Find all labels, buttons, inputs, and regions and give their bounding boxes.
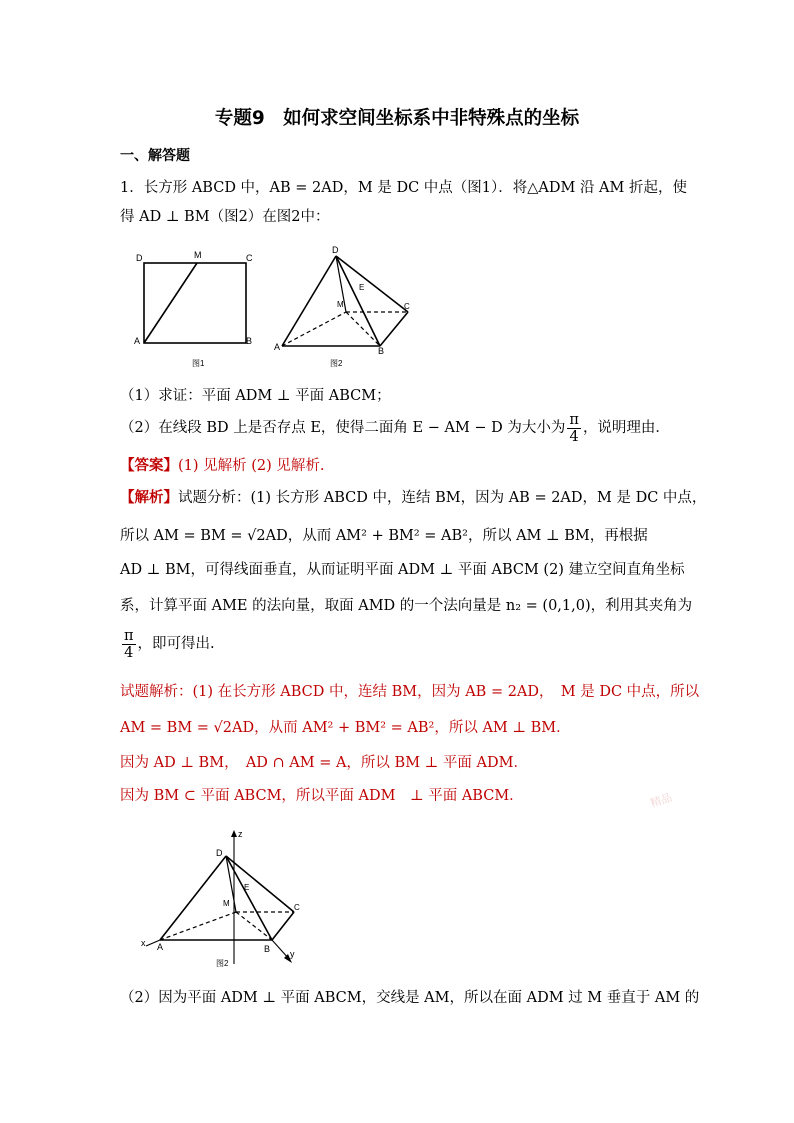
analysis-line-2: 所以 AM = BM = √2AD，从而 AM² + BM² = AB²，所以 AM ⊥ BM，再根据 — [120, 528, 648, 544]
figure-1-rectangle — [130, 242, 270, 372]
solution-line-1: 试题解析：(1) 在长方形 ABCD 中，连结 BM，因为 AB = 2AD， M 是 DC 中点，所以 — [120, 684, 700, 700]
analysis-line-3: AD ⊥ BM，可得线面垂直，从而证明平面 ADM ⊥ 平面 ABCM (2) 建立空间直角坐标 — [120, 562, 685, 578]
solution-line-4: 因为 BM ⊂ 平面 ABCM，所以平面 ADM ⊥ 平面 ABCM． — [120, 788, 524, 804]
figure-3-coordinate-pyramid — [130, 826, 330, 976]
label-x: x — [141, 938, 146, 948]
label-d: D — [136, 253, 143, 263]
rectangle-abcd — [144, 263, 246, 343]
answer-line — [120, 456, 325, 476]
question-1: （1）求证：平面 ADM ⊥ 平面 ABCM； — [120, 388, 391, 404]
analysis-line-1: 【解析】试题分析：(1) 长方形 ABCD 中，连结 BM，因为 AB = 2AD，M 是 DC 中点， — [120, 489, 707, 506]
page-title: 专题9 如何求空间坐标系中非特殊点的坐标 — [214, 108, 580, 129]
label-b: B — [246, 336, 253, 346]
label-d: D — [216, 848, 223, 858]
question-2 — [120, 410, 670, 446]
answer-text: (1) 见解析 (2) 见解析. — [178, 458, 325, 474]
part-2-line: （2）因为平面 ADM ⊥ 平面 ABCM，交线是 AM，所以在面 ADM 过 M 垂直于 AM 的 — [120, 990, 700, 1006]
label-y: y — [290, 949, 295, 959]
analysis-tag: 【解析】 — [120, 489, 178, 506]
label-a: A — [157, 942, 164, 952]
label-c: C — [294, 903, 300, 912]
analysis-line-5: $\frac{\pi}{4}$ ，即可得出. — [124, 627, 215, 661]
question-2-text: （2）在线段 BD 上是否存点 E，使得二面角 E − AM − D 为大小为 — [120, 420, 566, 436]
watermark: 精品 — [648, 790, 674, 811]
fraction-pi-over-4: $\frac{\pi}{4}$ — [124, 627, 134, 661]
section-heading: 一、解答题 — [120, 148, 190, 164]
label-b: B — [378, 346, 385, 356]
label-e: E — [244, 883, 250, 892]
question-2-tail: ，说明理由． — [582, 420, 670, 436]
fraction-pi-over-4: $\frac{\pi}{4}$ — [569, 411, 579, 445]
label-c: C — [246, 253, 253, 263]
label-z: z — [238, 829, 243, 839]
label-c: C — [404, 302, 410, 311]
label-m: M — [223, 899, 230, 908]
figure-1-caption: 图1 — [192, 359, 205, 368]
label-m: M — [337, 300, 344, 309]
problem-line-1: 1．长方形 ABCD 中，AB = 2AD，M 是 DC 中点（图1）．将△ADM 沿 AM 折起，使 — [120, 180, 687, 196]
figure-3-caption: 图2 — [216, 959, 229, 968]
label-a: A — [134, 336, 141, 346]
figure-2-caption: 图2 — [330, 359, 343, 368]
label-d: D — [332, 245, 339, 255]
solution-line-3: 因为 AD ⊥ BM， AD ∩ AM = A，所以 BM ⊥ 平面 ADM． — [120, 755, 528, 771]
analysis-line-4: 系，计算平面 AME 的法向量，取面 AMD 的一个法向量是 n₂ = (0,1,0)，利用其夹角为 — [120, 598, 693, 614]
label-e: E — [359, 283, 365, 292]
figure-2-pyramid — [270, 242, 420, 372]
label-b: B — [264, 944, 271, 954]
problem-line-2: 得 AD ⊥ BM（图2）在图2中： — [120, 209, 330, 225]
solution-line-2: AM = BM = √2AD，从而 AM² + BM² = AB²，所以 AM ⊥ BM． — [120, 720, 571, 736]
segment-am — [144, 263, 197, 343]
label-m: M — [194, 250, 202, 260]
answer-tag: 【答案】 — [120, 457, 178, 474]
label-a: A — [274, 342, 281, 352]
